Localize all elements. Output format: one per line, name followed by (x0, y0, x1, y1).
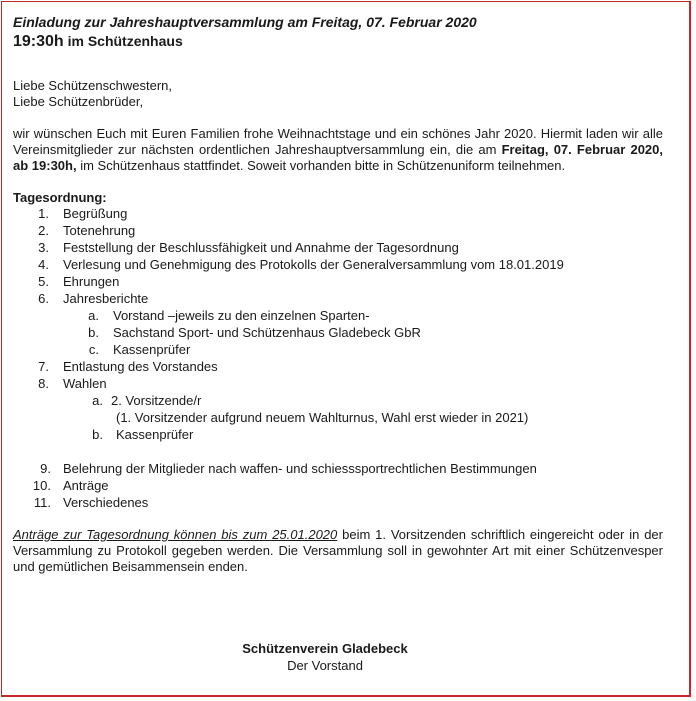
board-signature: Der Vorstand (287, 658, 363, 673)
agenda-item-number: 1. (38, 206, 49, 221)
greeting-line-1: Liebe Schützenschwestern, (13, 78, 172, 93)
agenda-item (13, 274, 663, 291)
agenda-subitem-text: Vorstand –jeweils zu den einzelnen Sparten- (113, 308, 370, 323)
agenda-subitem-text: 2. Vorsitzende/r (111, 393, 202, 408)
intro-text-2: im Schützenhaus stattfindet. Soweit vorhanden bitte in Schützenuniform teilnehmen. (76, 158, 566, 173)
agenda-item-text: Totenehrung (63, 223, 136, 238)
agenda-subitem-letter: a. (92, 393, 103, 408)
agenda-note-text: (1. Vorsitzender aufgrund neuem Wahlturnus, Wahl erst wieder in 2021) (116, 410, 529, 425)
agenda-item-text: Begrüßung (63, 206, 128, 221)
agenda-subitem-letter: a. (88, 308, 99, 323)
agenda-item (13, 461, 663, 478)
agenda-subitem (13, 393, 663, 410)
agenda-item-text: Verschiedenes (63, 495, 149, 510)
agenda-item-number: 8. (38, 376, 49, 391)
agenda-item-number: 5. (38, 274, 49, 289)
closing-text: beim 1. Vorsitzenden schriftlich eingereicht oder in der Versammlung zu Protokoll gegeben werden. Die Versammlung soll in gewohnter Art mit einer Schützenvesper und gemütlichen Beisammensein enden. (13, 527, 663, 574)
agenda-subitem (13, 308, 663, 325)
agenda-item (13, 359, 663, 376)
agenda-item-number: 7. (38, 359, 49, 374)
agenda-item-text: Anträge (63, 478, 109, 493)
agenda-subitem-letter: c. (88, 342, 99, 357)
agenda-item (13, 223, 663, 240)
agenda-subitem-letter: b. (88, 325, 99, 340)
intro-paragraph (13, 126, 663, 174)
agenda-item-number: 4. (38, 257, 49, 272)
closing-paragraph (13, 527, 663, 575)
intro-date-bold: Freitag, 07. Februar 2020, ab 19:30h, (13, 142, 664, 173)
agenda-item-number: 10. (32, 478, 51, 493)
meeting-place: im Schützenhaus (63, 33, 183, 49)
agenda-subitem-text: Sachstand Sport- und Schützenhaus Gladebeck GbR (113, 325, 421, 340)
agenda-item (13, 240, 663, 257)
agenda-item (13, 206, 663, 223)
agenda-item-text: Ehrungen (63, 274, 120, 289)
agenda-subitem (13, 325, 663, 342)
agenda-item-text: Feststellung der Beschlussfähigkeit und Annahme der Tagesordnung (63, 240, 459, 255)
agenda-item (13, 495, 663, 512)
agenda-title: Tagesordnung: (13, 190, 107, 205)
agenda-subitem (13, 427, 663, 444)
agenda-item-number: 11. (33, 495, 51, 510)
deadline-note: Anträge zur Tagesordnung können bis zum 25.01.2020 (13, 527, 338, 542)
agenda-item-number: 2. (38, 223, 49, 238)
agenda-item-number: 3. (38, 240, 49, 255)
greeting (13, 78, 663, 110)
meeting-time: 19:30h (13, 33, 64, 50)
agenda-item (13, 478, 663, 495)
agenda-item-text: Entlastung des Vorstandes (63, 359, 218, 374)
agenda-item (13, 291, 663, 308)
agenda-subitem-text: Kassenprüfer (116, 427, 194, 442)
agenda-item-text: Verlesung und Genehmigung des Protokolls der Generalversammlung vom 18.01.2019 (63, 257, 564, 272)
document-subtitle (13, 31, 663, 52)
agenda-subitem-text: Kassenprüfer (113, 342, 191, 357)
agenda-item-text: Belehrung der Mitglieder nach waffen- und schiesssportrechtlichen Bestimmungen (63, 461, 537, 476)
intro-text-1: wir wünschen Euch mit Euren Familien frohe Weihnachtstage und ein schönes Jahr 2020. Hiermit laden wir alle Vereinsmitglieder zur nächsten ordentlichen Jahreshauptversammlung ein, die am (13, 126, 663, 157)
agenda-item-text: Wahlen (63, 376, 107, 391)
agenda-subitem (13, 342, 663, 359)
agenda-note (13, 410, 663, 427)
agenda-item-number: 9. (40, 461, 51, 476)
agenda-item (13, 376, 663, 393)
club-name: Schützenverein Gladebeck (242, 641, 408, 656)
agenda-list (13, 206, 663, 512)
agenda-subitem-letter: b. (92, 427, 103, 442)
agenda-item-text: Jahresberichte (63, 291, 149, 306)
agenda-item-number: 6. (38, 291, 49, 306)
document-title: Einladung zur Jahreshauptversammlung am Freitag, 07. Februar 2020 (13, 14, 477, 30)
invitation-document (13, 13, 663, 575)
greeting-line-2: Liebe Schützenbrüder, (13, 94, 144, 109)
agenda-item (13, 257, 663, 274)
